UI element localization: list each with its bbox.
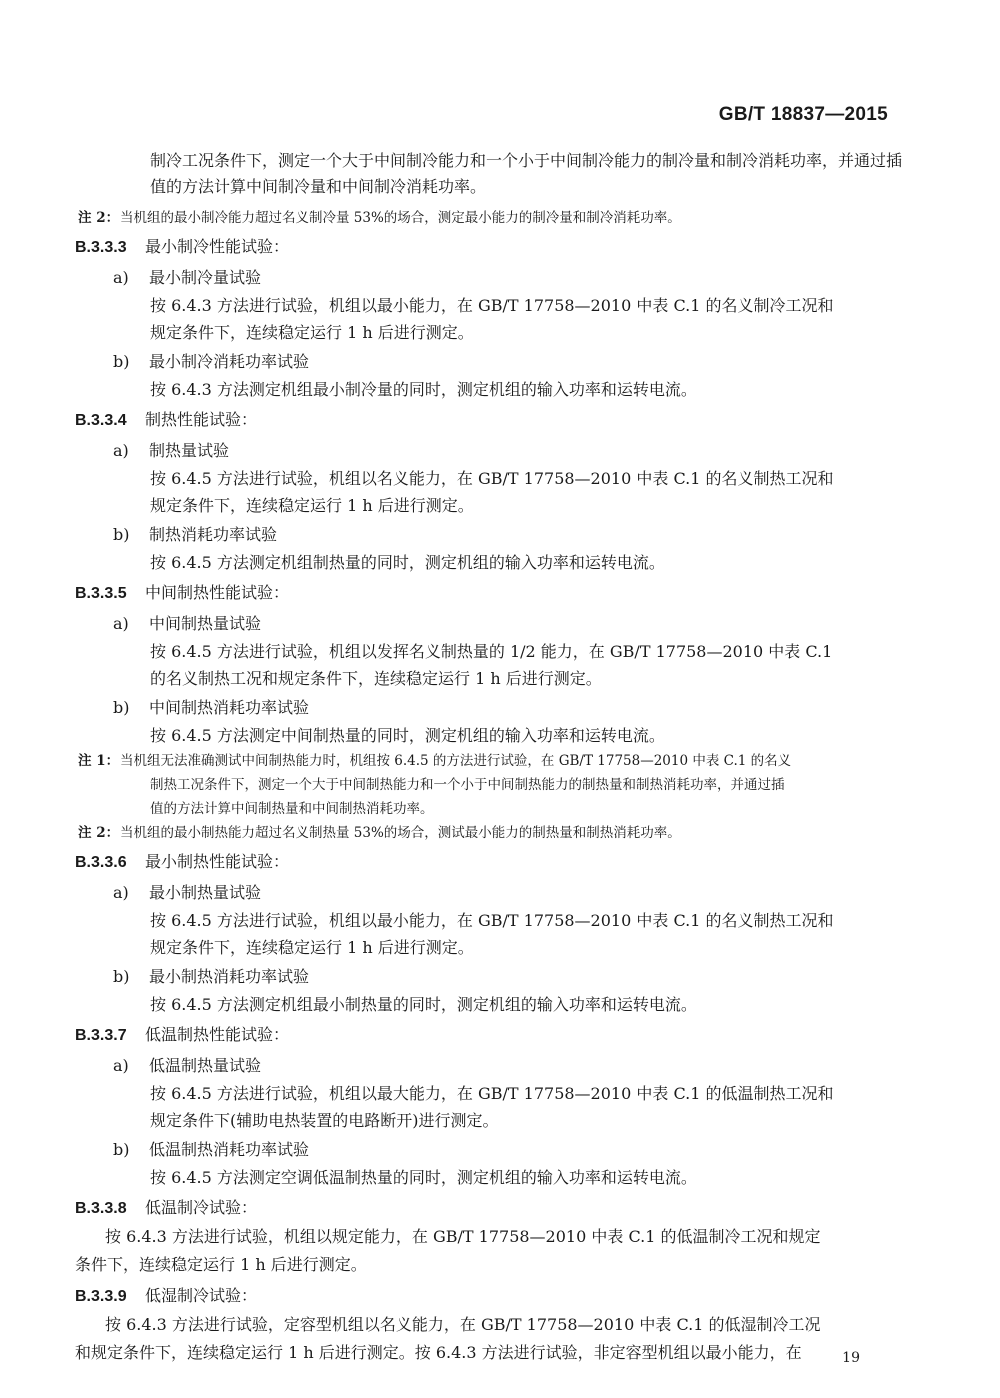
item-index: a) [113,1056,129,1075]
paragraph-line: 条件下，连续稳定运行 1 h 后进行测定。 [75,1255,367,1274]
list-item [0,1052,1000,1080]
item-index: a) [113,268,129,287]
section-heading [0,406,1000,435]
section-heading [0,579,1000,608]
item-body-line: 按 6.4.5 方法进行试验，机组以最小能力，在 GB/T 17758—2010 中表 C.1 的名义制热工况和 [150,911,834,930]
section-title: 中间制热性能试验： [145,583,290,602]
page-content [0,148,1000,1367]
list-item [0,610,1000,638]
section-heading [0,1194,1000,1223]
item-body-line: 按 6.4.5 方法进行试验，机组以发挥名义制热量的 1/2 能力，在 GB/T 17758—2010 中表 C.1 [150,642,833,661]
section-title: 制热性能试验： [145,410,258,429]
item-body-line: 按 6.4.3 方法测定机组最小制冷量的同时，测定机组的输入功率和运转电流。 [150,380,697,399]
note-text: 当机组无法准确测试中间制热能力时，机组按 6.4.5 的方法进行试验，在 GB/T 17758—2010 中表 C.1 的名义 [120,753,792,769]
list-item [0,694,1000,722]
section-number: B.3.3.6 [75,854,127,871]
note-line: 制热工况条件下，测定一个大于中间制热能力和一个小于中间制热能力的制热量和制热消耗功率，并通过插 [150,777,785,793]
item-index: b) [113,967,130,986]
item-body-line: 规定条件下，连续稳定运行 1 h 后进行测定。 [150,496,474,515]
standard-code: GB/T 18837—2015 [718,104,888,125]
note-label: 注 1： [78,753,120,769]
item-body-line: 的名义制热工况和规定条件下，连续稳定运行 1 h 后进行测定。 [150,669,602,688]
section-title: 低温制冷试验： [145,1198,258,1217]
note-text: 当机组的最小制冷能力超过名义制冷量 53%的场合，测定最小能力的制冷量和制冷消耗功率。 [120,210,681,226]
item-index: a) [113,441,129,460]
list-item [0,963,1000,991]
intro-line: 值的方法计算中间制冷量和中间制冷消耗功率。 [150,177,487,196]
item-index: a) [113,614,129,633]
list-item [0,1136,1000,1164]
section-number: B.3.3.9 [75,1288,127,1305]
list-item [0,521,1000,549]
item-body-line: 按 6.4.3 方法进行试验，机组以最小能力，在 GB/T 17758—2010 中表 C.1 的名义制冷工况和 [150,296,834,315]
paragraph-line: 按 6.4.3 方法进行试验，机组以规定能力，在 GB/T 17758—2010 中表 C.1 的低温制冷工况和规定 [105,1227,821,1246]
item-title: 低温制热消耗功率试验 [149,1140,310,1159]
note [0,821,1000,845]
list-item [0,348,1000,376]
note-text: 当机组的最小制热能力超过名义制热量 53%的场合，测试最小能力的制热量和制热消耗功率。 [120,825,681,841]
section-title: 低湿制冷试验： [145,1286,258,1305]
item-body-line: 规定条件下，连续稳定运行 1 h 后进行测定。 [150,323,474,342]
note [0,749,1000,773]
section-title: 最小制热性能试验： [145,852,290,871]
item-title: 中间制热量试验 [149,614,262,633]
paragraph-line: 按 6.4.3 方法进行试验，定容型机组以名义能力，在 GB/T 17758—2010 中表 C.1 的低湿制冷工况 [105,1315,821,1334]
item-title: 最小制热消耗功率试验 [149,967,310,986]
item-title: 最小制冷消耗功率试验 [149,352,310,371]
item-body-line: 按 6.4.5 方法进行试验，机组以最大能力，在 GB/T 17758—2010 中表 C.1 的低温制热工况和 [150,1084,834,1103]
section-heading [0,1021,1000,1050]
item-index: b) [113,1140,130,1159]
item-index: a) [113,883,129,902]
section-number: B.3.3.4 [75,412,127,429]
item-title: 制热消耗功率试验 [149,525,278,544]
item-title: 最小制热量试验 [149,883,262,902]
intro-line: 制冷工况条件下，测定一个大于中间制冷能力和一个小于中间制冷能力的制冷量和制冷消耗功率，并通过插 [150,151,903,170]
section-heading [0,233,1000,262]
item-title: 最小制冷量试验 [149,268,262,287]
note-label: 注 2： [78,210,120,226]
section-heading [0,848,1000,877]
item-index: b) [113,525,130,544]
item-index: b) [113,352,130,371]
list-item [0,879,1000,907]
item-body-line: 按 6.4.5 方法进行试验，机组以名义能力，在 GB/T 17758—2010 中表 C.1 的名义制热工况和 [150,469,834,488]
list-item [0,264,1000,292]
item-body-line: 按 6.4.5 方法测定中间制热量的同时，测定机组的输入功率和运转电流。 [150,726,665,745]
list-item [0,437,1000,465]
item-body-line: 按 6.4.5 方法测定空调低温制热量的同时，测定机组的输入功率和运转电流。 [150,1168,697,1187]
item-title: 中间制热消耗功率试验 [149,698,310,717]
page-number: 19 [842,1350,860,1366]
section-number: B.3.3.7 [75,1027,127,1044]
item-body-line: 按 6.4.5 方法测定机组最小制热量的同时，测定机组的输入功率和运转电流。 [150,995,697,1014]
note-label: 注 2： [78,825,120,841]
section-number: B.3.3.5 [75,585,127,602]
note [0,206,1000,230]
section-title: 低温制热性能试验： [145,1025,290,1044]
item-title: 制热量试验 [149,441,230,460]
paragraph-line: 和规定条件下，连续稳定运行 1 h 后进行测定。按 6.4.3 方法进行试验，非定容型机组以最小能力，在 [75,1343,802,1362]
item-body-line: 规定条件下(辅助电热装置的电路断开)进行测定。 [150,1111,499,1130]
section-number: B.3.3.8 [75,1200,127,1217]
item-body-line: 规定条件下，连续稳定运行 1 h 后进行测定。 [150,938,474,957]
section-heading [0,1282,1000,1311]
item-body-line: 按 6.4.5 方法测定机组制热量的同时，测定机组的输入功率和运转电流。 [150,553,665,572]
note-line: 值的方法计算中间制热量和中间制热消耗功率。 [150,801,434,817]
item-title: 低温制热量试验 [149,1056,262,1075]
section-title: 最小制冷性能试验： [145,237,290,256]
section-number: B.3.3.3 [75,239,127,256]
item-index: b) [113,698,130,717]
